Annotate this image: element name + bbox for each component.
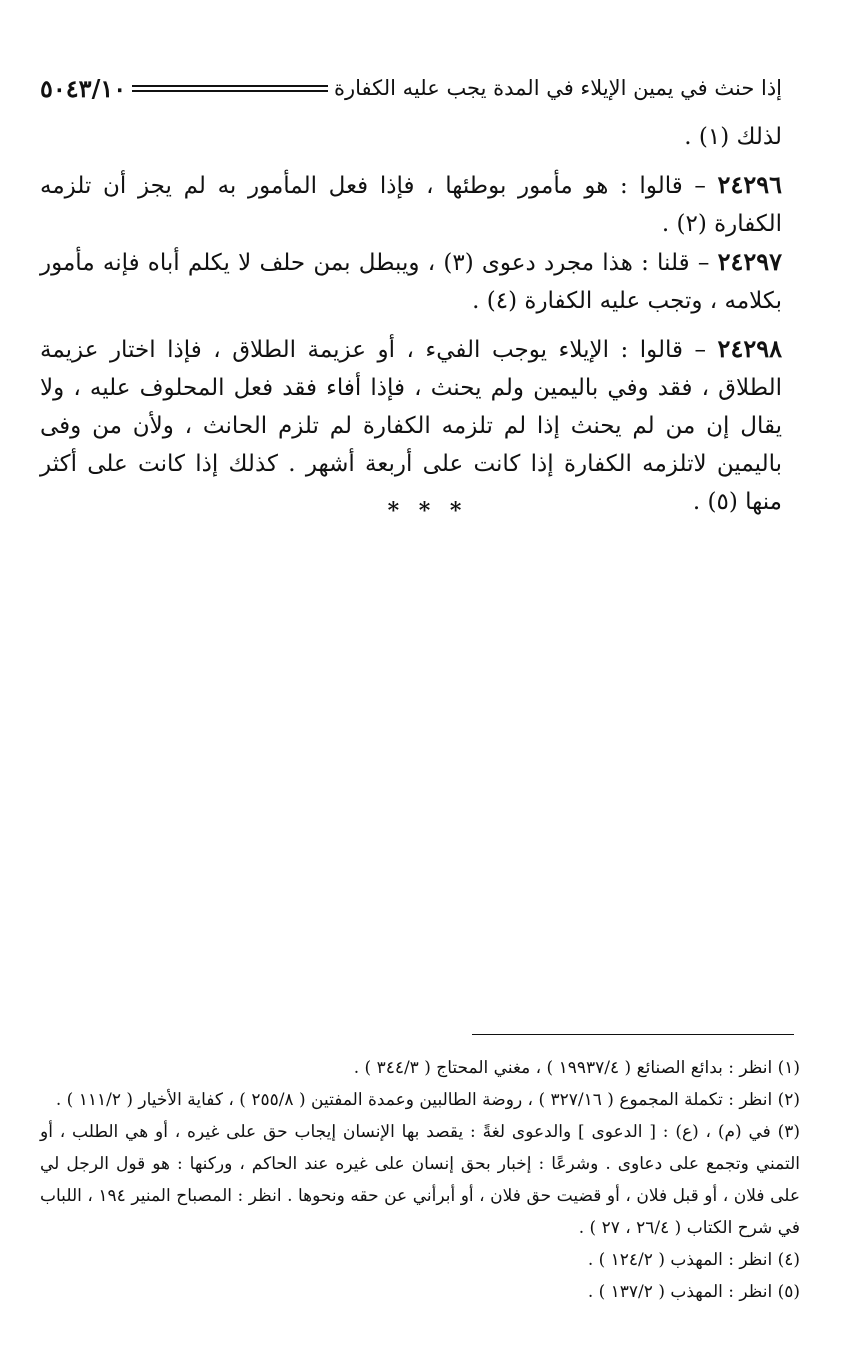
paragraph-continuation xyxy=(40,118,782,156)
paragraph-number: ٢٤٢٩٦ xyxy=(717,170,782,199)
paragraph-24298 xyxy=(40,330,782,521)
header-title: إذا حنث في يمين الإيلاء في المدة يجب عليه الكفارة xyxy=(334,76,782,100)
section-separator: * * * xyxy=(387,498,468,524)
footnote-4: (٤) انظر : المهذب ( ١٢٤/٢ ) . xyxy=(587,1250,800,1270)
footnote-1: (١) انظر : بدائع الصنائع ( ١٩٩٣٧/٤ ) ، مغني المحتاج ( ٣٤٤/٣ ) . xyxy=(353,1058,800,1078)
paragraph-text: – قالوا : هو مأمور بوطئها ، فإذا فعل المأمور به لم يجز أن تلزمه الكفارة (٢) . xyxy=(40,173,782,237)
header-rule xyxy=(132,85,328,92)
paragraph-text: لذلك (١) . xyxy=(684,124,782,150)
paragraph-text: – قلنا : هذا مجرد دعوى (٣) ، ويبطل بمن حلف لا يكلم أباه فإنه مأمور بكلامه ، وتجب عليه الكفارة (٤) . xyxy=(40,250,782,314)
running-header xyxy=(40,68,782,108)
paragraph-number: ٢٤٢٩٧ xyxy=(717,247,783,276)
paragraph-24296 xyxy=(40,166,782,243)
footnotes xyxy=(40,1052,800,1308)
footnote-5: (٥) انظر : المهذب ( ١٣٧/٢ ) . xyxy=(587,1282,800,1302)
main-text xyxy=(40,118,782,521)
footnote-rule xyxy=(472,1034,794,1035)
footnote-3: (٣) في (م) ، (ع) : [ الدعوى ] والدعوى لغةً : يقصد بها الإنسان إيجاب حق على غيره ، أو هي الطلب ، أو التمني وتجمع على دعاوى . وشرعًا : إخبار بحق إنسان على غيره عند الحاكم ، وركنها : هو قول الرجل لي على فلان ، أو قبل فلان ، أو قضيت حق فلان ، أو أبرأني عن حقه ونحوها . انظر : المصباح المنير ١٩٤ ، اللباب في شرح الكتاب ( ٢٦/٤ ، ٢٧ ) . xyxy=(40,1122,801,1238)
paragraph-24297 xyxy=(40,243,782,320)
paragraph-number: ٢٤٢٩٨ xyxy=(717,334,782,363)
paragraph-text: – قالوا : الإيلاء يوجب الفيء ، أو عزيمة الطلاق ، فإذا اختار عزيمة الطلاق ، فقد وفي باليمين ولم يحنث ، فإذا أفاء فقد فعل المحلوف عليه ، ولا يقال إن من لم يحنث إذا لم تلزمه الكفارة لم تلزم الحانث ، ولأن من وفى باليمين لاتلزمه الكفارة إذا كانت على أربعة أشهر . كذلك إذا كانت على أكثر منها (٥) . xyxy=(40,337,782,515)
footnote-2: (٢) انظر : تكملة المجموع ( ٣٢٧/١٦ ) ، روضة الطالبين وعمدة المفتين ( ٢٥٥/٨ ) ، كفاية الأخيار ( ١١١/٢ ) . xyxy=(55,1090,800,1110)
page-number: ٥٠٤٣/١٠ xyxy=(40,73,127,103)
